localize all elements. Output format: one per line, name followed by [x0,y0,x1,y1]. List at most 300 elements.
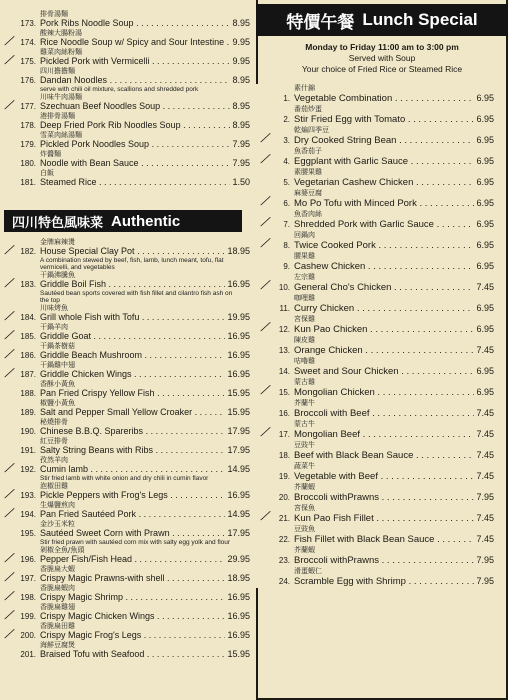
item-price: 16.95 [227,490,250,500]
item-number: 22. [278,535,290,544]
item-name: Pan Fried Sautéed Pork . . . [36,509,225,520]
item-price: 16.95 [227,279,250,289]
item-price: 16.95 [227,630,250,640]
item-name: Kun Pao Fish Fillet . . . [290,512,474,525]
item-row [256,386,504,399]
item-name: Mo Po Tofu with Minced Pork . . . [290,197,474,210]
menu-item [0,501,250,520]
item-row [256,155,504,168]
chili-pepper-icon: ╱ [4,329,14,342]
item-chinese-name: 陳皮雞 [294,336,315,344]
item-row [0,388,250,399]
item-price: 8.95 [232,120,250,130]
item-description: serve with chili oil mixture, scallions and shredded pork [40,86,199,93]
item-chinese-name: 雞菜肉絲粉麵 [40,48,82,56]
item-row [256,512,504,525]
item-row [0,611,250,622]
item-row [0,573,250,584]
menu-item [256,84,504,105]
item-price: 6.95 [476,324,494,334]
item-name: General Cho's Chicken . . . [290,281,474,294]
item-name: Vegetable with Beef . . . [290,470,474,483]
item-price: 7.45 [476,429,494,439]
item-chinese-name: 香脆扁田雞 [40,622,75,630]
menu-item [0,10,250,29]
item-price: 7.45 [476,471,494,481]
menu-item [256,546,504,567]
menu-item [0,323,250,342]
menu-item [256,231,504,252]
item-number: 179. [20,140,36,149]
menu-item [0,520,250,546]
lunch-list [256,84,504,588]
item-row [0,369,250,380]
lunch-info [256,42,508,75]
item-name: Kun Pao Chicken . . . [290,323,474,336]
item-price: 6.95 [476,240,494,250]
menu-item [0,67,250,93]
item-row [0,331,250,342]
item-chinese-name: 金牌麻辣燙 [40,238,75,246]
lunch-header-cn: 特價午餐 [286,12,355,33]
item-chinese-name: 蒙古牛 [294,420,315,428]
item-price: 15.95 [227,649,250,659]
item-chinese-name: 金沙玉米粒 [40,520,75,528]
item-chinese-name: 干鍋茶樹菇 [40,342,75,350]
item-price: 7.95 [232,158,250,168]
item-name: Pork Ribs Noodle Soup . . . [36,18,230,29]
item-chinese-name: 香脆扁大蝦 [40,565,75,573]
item-price: 7.95 [476,492,494,502]
item-name: Shredded Pork with Garlic Sauce . . . [290,218,474,231]
menu-item [0,361,250,380]
menu-item [0,238,250,271]
item-price: 7.95 [232,139,250,149]
item-row [256,281,504,294]
item-row [256,365,504,378]
item-chinese-name: 干鍋沸騰魚 [40,271,75,279]
item-chinese-name: 海鮮豆腐煲 [40,641,75,649]
item-chinese-name: 川味烤魚 [40,304,68,312]
item-number: 16. [278,409,290,418]
item-number: 9. [283,262,290,271]
item-price: 18.95 [227,573,250,583]
chili-pepper-icon: ╱ [260,153,270,166]
item-name: Cumin lamb . . . [36,464,225,475]
menu-item [0,622,250,641]
item-number: 190. [20,427,36,436]
item-chinese-name: 紅豆排骨 [40,437,68,445]
item-name: Broccoli withPrawns . . . [290,491,474,504]
item-row [256,470,504,483]
item-price: 16.95 [227,592,250,602]
item-number: 198. [20,593,36,602]
item-name: Eggplant with Garlic Sauce . . . [290,155,474,168]
item-chinese-name: 秘燒排骨 [40,418,68,426]
item-chinese-name: 香脆扁蝦肉 [40,584,75,592]
item-number: 7. [283,220,290,229]
item-name: Fish Fillet with Black Bean Sauce . . . [290,533,474,546]
item-chinese-name: 四川擔擔麵 [40,67,75,75]
item-description: A combination stewed by beef, fish, lamb, lunch meant, tofu, flat vermicelli, and vegetables [40,257,224,271]
item-name: Szechuan Beef Noodles Soup . . . [36,101,230,112]
item-number: 181. [20,178,36,187]
soup-list [0,10,250,188]
item-price: 7.45 [476,513,494,523]
item-chinese-name: 麻婆豆腐 [294,189,322,197]
item-chinese-name: 孜然羊肉 [40,456,68,464]
item-row [0,554,250,565]
chili-pepper-icon: ╱ [4,367,14,380]
item-name: House Special Clay Pot . . . [36,246,225,257]
item-number: 184. [20,313,36,322]
item-price: 16.95 [227,369,250,379]
menu-item [0,641,250,660]
item-row [256,176,504,189]
item-row [256,554,504,567]
item-row [0,649,250,660]
menu-item [0,48,250,67]
lunch-choice: Your choice of Fried Rice or Steamed Rice [301,64,463,74]
item-price: 19.95 [227,312,250,322]
item-name: Pickled Pork with Vermicelli . . . [36,56,230,67]
item-price: 6.95 [476,366,494,376]
item-number: 195. [20,529,36,538]
item-chinese-name: 炸醬麵 [40,150,61,158]
item-name: Steamed Rice . . . [36,177,230,188]
item-price: 6.95 [476,156,494,166]
item-number: 173. [20,19,36,28]
item-row [256,302,504,315]
item-number: 191. [20,446,36,455]
menu-item [0,93,250,112]
item-price: 7.45 [476,282,494,292]
item-row [0,56,250,67]
menu-item [256,525,504,546]
item-price: 29.95 [227,554,250,564]
item-price: 1.50 [232,177,250,187]
item-number: 13. [278,346,290,355]
item-name: Griddle Boil Fish . . . [36,279,225,290]
menu-item [256,378,504,399]
chili-pepper-icon: ╱ [4,348,14,361]
lunch-special-header [256,4,508,36]
item-chinese-name: 乾煸四季豆 [294,126,329,134]
item-price: 7.45 [476,345,494,355]
chili-pepper-icon: ╱ [260,510,270,523]
item-name: Vegetable Combination . . . [290,92,474,105]
item-number: 24. [278,577,290,586]
item-name: Scramble Egg with Shrimp . . . [290,575,474,588]
item-name: Pickled Pork Noodles Soup . . . [36,139,230,150]
item-row [256,428,504,441]
item-number: 18. [278,451,290,460]
item-name: Curry Chicken . . . [290,302,474,315]
item-name: Crispy Magic Chicken Wings . . . [36,611,225,622]
item-price: 18.95 [227,246,250,256]
item-price: 15.95 [227,388,250,398]
item-number: 192. [20,465,36,474]
menu-item [0,603,250,622]
item-row [256,134,504,147]
item-price: 8.95 [232,18,250,28]
item-price: 14.95 [227,464,250,474]
item-name: Dry Cooked String Bean . . . [290,134,474,147]
menu-item [0,399,250,418]
item-chinese-name: 排骨湯麵 [40,10,68,18]
item-number: 201. [20,650,36,659]
item-number: 199. [20,612,36,621]
item-chinese-name: 香脆扁雞翅 [40,603,75,611]
item-price: 17.95 [227,426,250,436]
menu-item [256,189,504,210]
item-price: 8.95 [232,101,250,111]
item-name: Sautéed Sweet Corn with Prawn . . . [36,528,225,539]
menu-item [256,441,504,462]
item-price: 7.95 [476,555,494,565]
item-row [256,491,504,504]
chili-pepper-icon: ╱ [4,590,14,603]
item-price: 15.95 [227,407,250,417]
item-price: 6.95 [476,198,494,208]
authentic-header-en: Authentic [111,212,181,230]
chili-pepper-icon: ╱ [4,244,14,257]
item-chinese-name: 干鍋羊肉 [40,323,68,331]
item-name: Dandan Noodles . . . [36,75,230,86]
item-chinese-name: 芥蘭牛 [294,399,315,407]
item-number: 1. [283,94,290,103]
item-price: 16.95 [227,611,250,621]
item-chinese-name: 宮保魚 [294,504,315,512]
item-chinese-name: 魚香肉絲 [294,210,322,218]
item-row [0,139,250,150]
item-chinese-name: 回鍋肉 [294,231,315,239]
item-name: Crispy Magic Shrimp . . . [36,592,225,603]
chili-pepper-icon: ╱ [260,216,270,229]
item-row [256,323,504,336]
chili-pepper-icon: ╱ [4,35,14,48]
item-row [0,101,250,112]
item-name: Salty String Beans with Ribs . . . [36,445,225,456]
lunch-served: Served with Soup [348,53,416,63]
item-number: 12. [278,325,290,334]
item-name: Deep Fried Pork Rib Noodles Soup . . . [36,120,230,131]
chili-pepper-icon: ╱ [4,571,14,584]
item-number: 2. [283,115,290,124]
item-chinese-name: 豆豉牛 [294,441,315,449]
menu-item [256,567,504,588]
chili-pepper-icon: ╱ [260,279,270,292]
menu-item [0,584,250,603]
menu-item [0,169,250,188]
item-chinese-name: 蔬菜牛 [294,462,315,470]
item-price: 8.95 [232,75,250,85]
item-name: Mongolian Beef . . . [290,428,474,441]
chili-pepper-icon: ╱ [260,384,270,397]
item-number: 183. [20,280,36,289]
menu-item [0,131,250,150]
item-row [0,312,250,323]
item-price: 6.95 [476,177,494,187]
item-row [0,464,250,475]
item-price: 6.95 [476,261,494,271]
item-name: Orange Chicken . . . [290,344,474,357]
chili-pepper-icon: ╱ [260,321,270,334]
item-row [0,350,250,361]
item-row [256,533,504,546]
item-chinese-name: 香酥小黃魚 [40,380,75,388]
item-row [0,407,250,418]
item-name: Twice Cooked Pork . . . [290,239,474,252]
lunch-header-en: Lunch Special [362,10,478,29]
chili-pepper-icon: ╱ [4,99,14,112]
item-price: 6.95 [476,387,494,397]
item-row [0,630,250,641]
menu-item [256,294,504,315]
authentic-header [4,210,242,232]
item-number: 197. [20,574,36,583]
item-row [256,197,504,210]
menu-item [0,546,250,565]
item-row [0,509,250,520]
item-number: 193. [20,491,36,500]
item-price: 16.95 [227,350,250,360]
menu-item [0,342,250,361]
item-chinese-name: 剁椒全魚/魚頭 [40,546,85,554]
menu-item [256,357,504,378]
item-name: Broccoli withPrawns . . . [290,554,474,567]
item-chinese-name: 番茄炒蛋 [294,105,322,113]
item-row [256,260,504,273]
menu-item [256,168,504,189]
item-row [0,528,250,539]
menu-item [0,418,250,437]
menu-item [256,252,504,273]
item-name: Noodle with Bean Sauce . . . [36,158,230,169]
item-name: Pickle Peppers with Frog's Legs . . . [36,490,225,501]
item-number: 182. [20,247,36,256]
item-price: 9.95 [232,56,250,66]
item-name: Grill whole Fish with Tofu . . . [36,312,225,323]
item-row [256,218,504,231]
item-chinese-name: 咖哩雞 [294,294,315,302]
item-row [0,426,250,437]
item-name: Crispy Magic Prawns-with shell . . . [36,573,225,584]
item-row [256,575,504,588]
item-row [0,120,250,131]
menu-item [0,271,250,304]
lunch-hours: Monday to Friday 11:00 am to 3:00 pm [305,42,459,52]
item-number: 189. [20,408,36,417]
item-row [0,246,250,257]
menu-item [0,29,250,48]
item-row [0,18,250,29]
item-chinese-name: 干鍋雞中翅 [40,361,75,369]
item-number: 185. [20,332,36,341]
item-chinese-name: 生爆鹽煎肉 [40,501,75,509]
item-row [0,490,250,501]
item-number: 21. [278,514,290,523]
item-price: 6.95 [476,93,494,103]
item-price: 7.45 [476,534,494,544]
menu-item [256,336,504,357]
menu-item [256,126,504,147]
item-name: Salt and Pepper Small Yellow Croaker . . . [36,407,225,418]
item-chinese-name: 蒙古雞 [294,378,315,386]
item-row [0,177,250,188]
menu-item [256,462,504,483]
menu-item [0,304,250,323]
chili-pepper-icon: ╱ [4,507,14,520]
item-chinese-name: 雪菜肉絲湯麵 [40,131,82,139]
item-number: 19. [278,472,290,481]
item-price: 17.95 [227,528,250,538]
item-number: 20. [278,493,290,502]
item-chinese-name: 滑蛋蝦仁 [294,567,322,575]
item-name: Braised Tofu with Seafood . . . [36,649,225,660]
item-row [256,407,504,420]
chili-pepper-icon: ╱ [4,462,14,475]
item-number: 10. [278,283,290,292]
chili-pepper-icon: ╱ [260,237,270,250]
menu-item [0,380,250,399]
item-chinese-name: 川味牛肉湯麵 [40,93,82,101]
item-chinese-name: 素腰果雞 [294,168,322,176]
item-row [256,449,504,462]
item-name: Sweet and Sour Chicken . . . [290,365,474,378]
item-number: 186. [20,351,36,360]
item-row [0,37,250,48]
item-row [256,239,504,252]
item-number: 188. [20,389,36,398]
authentic-list [0,238,250,660]
chili-pepper-icon: ╱ [4,552,14,565]
menu-item [256,105,504,126]
item-chinese-name: 豆豉魚 [294,525,315,533]
menu-item [256,273,504,294]
item-row [0,592,250,603]
item-description: Stir fried lamb with white onion and dry chili in cumin flavor [40,475,209,482]
menu-item [256,399,504,420]
chili-pepper-icon: ╱ [4,54,14,67]
item-chinese-name: 港排骨湯麵 [40,112,75,120]
item-price: 7.45 [476,408,494,418]
item-description: Sautéed bean sports covered with fish fillet and cilantro fish ash on the top [40,290,233,304]
item-name: Griddle Chicken Wings . . . [36,369,225,380]
item-chinese-name: 芥蘭蝦 [294,483,315,491]
menu-item [0,456,250,482]
menu-item [0,565,250,584]
item-chinese-name: 宮保雞 [294,315,315,323]
item-name: Cashew Chicken . . . [290,260,474,273]
item-price: 17.95 [227,445,250,455]
item-price: 7.45 [476,450,494,460]
item-number: 5. [283,178,290,187]
item-number: 174. [20,38,36,47]
item-name: Pan Fried Crispy Yellow Fish . . . [36,388,225,399]
item-chinese-name: 咕嚕雞 [294,357,315,365]
item-row [0,279,250,290]
item-row [256,113,504,126]
chili-pepper-icon: ╱ [260,132,270,145]
menu-item [256,315,504,336]
item-number: 14. [278,367,290,376]
item-name: Beef with Black Bean Sauce . . . [290,449,474,462]
item-number: 3. [283,136,290,145]
chili-pepper-icon: ╱ [4,488,14,501]
chili-pepper-icon: ╱ [260,195,270,208]
item-description: Stir fried prawn with sautéed corn mix with salty egg yolk and flour [40,539,231,546]
